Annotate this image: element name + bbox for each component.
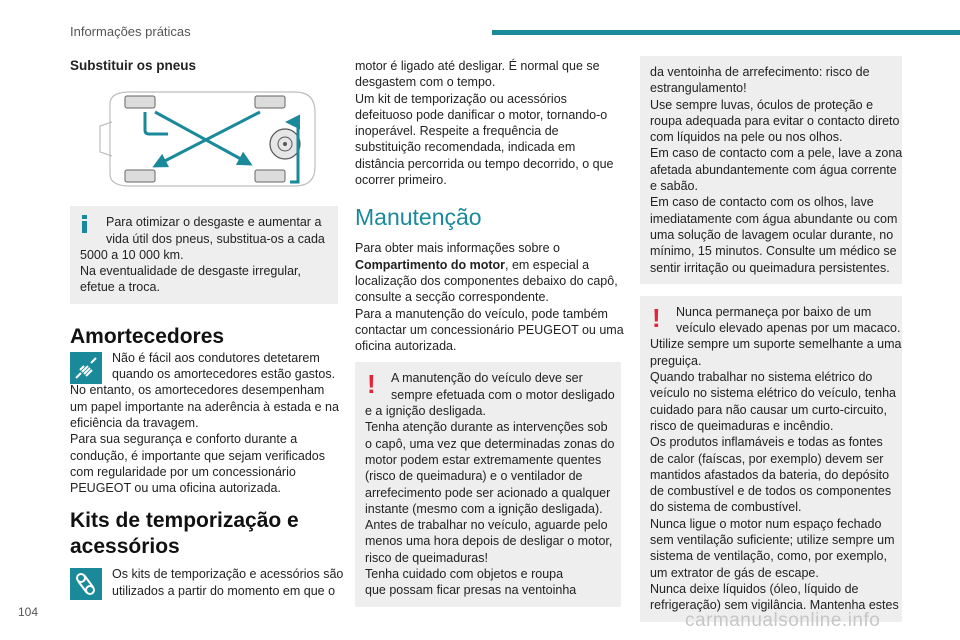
timing-kit-icon xyxy=(70,568,102,600)
shock-heading: Amortecedores xyxy=(70,324,225,348)
lift-warning-box: ! Nunca permaneça por baixo de um veículo elevado apenas por um macaco. Utilize sempre um suporte semelhante a uma preguiça. Quando trabalhar no sistema elétrico do veículo no sistema elétrico do veículo, tenha cuidado para não causar um curto-circuito, risco de queimaduras e incêndio. Os produtos inflamáveis e todas as fontes de calor (faíscas, por exemplo) devem ser mantidos afastados da bateria, do depósito de combustível e de todos os componentes do sistema de combustível. Nunca ligue o motor num espaço fechado sem ventilação suficiente; utilize sempre um sistema de ventilação, como, por exemplo, um extrator de gás de escape. Nunca deixe líquidos (óleo, líquido de refrigeração) sem vigilância. Mantenha estes xyxy=(640,296,902,622)
tyres-heading: Substituir os pneus xyxy=(70,58,197,73)
engine-compartment-ref: Compartimento do motor xyxy=(355,257,505,272)
page-number: 104 xyxy=(18,605,39,619)
shock-intro: Não é fácil aos condutores detetarem quando os amortecedores estão gastos. xyxy=(70,350,338,383)
warning-continued-box: da ventoinha de arrefecimento: risco de estrangulamento! Use sempre luvas, óculos de proteção e roupa adequada para evitar o contacto direto com líquidos na pele ou nos olhos. Em caso de contacto com a pele, lave a zona afetada abundantemente com água corrente e sabão. Em caso de contacto com os olhos, lave imediatamente com água abundante ou com uma solução de lavagem ocular durante, no mínimo, 15 minutos. Consulte um médico se sentir irritação ou queimadura persistentes. xyxy=(640,56,902,284)
kits-intro: Os kits de temporização e acessórios são utilizados a partir do momento em que o xyxy=(70,566,338,599)
section-title: Informações práticas xyxy=(70,24,191,39)
kits-heading: Kits de temporização e acessórios xyxy=(70,509,299,559)
watermark: carmanualsonline.info xyxy=(685,610,881,631)
header-accent-bar xyxy=(492,30,960,35)
shock-absorber-icon xyxy=(70,352,102,384)
tyres-info-box: Para otimizar o desgaste e aumentar a vida útil dos pneus, substitua-os a cada 5000 a 10 000 km. Na eventualidade de desgaste irregular, efetue a troca. xyxy=(70,206,338,303)
tyre-rotation-diagram xyxy=(70,82,338,192)
maintenance-heading: Manutenção xyxy=(355,204,482,231)
warning-icon: ! xyxy=(652,302,661,333)
column-left: Substituir os pneus Para otimizar o desgaste e aumentar a vida útil dos pneus, substitua-os a cada 5000 a 10 000 km. Na eventualidade de desgaste irregular, efetue a troca. Amortecedores Não é fácil aos condutores detetarem quando os amortecedores estão gastos. No entanto, os amortecedores desempenham um papel importante na aderência à estada e na eficiência da travagem. Para sua segurança e conforto durante a condução, é importante que sejam verificados com regularidade por um concessionário PEUGEOT ou uma oficina autorizada. Kits de temporização e acessórios Os kits de temporização e acessórios são utilizados a partir do momento em que o xyxy=(70,58,338,599)
maintenance-warning-box: ! A manutenção do veículo deve ser sempre efetuada com o motor desligado e a ignição desligada. Tenha atenção durante as intervenções sob o capô, uma vez que determinadas zonas do motor podem estar extremamente quentes (risco de queimadura) e o ventilador de arrefecimento pode ser acionado a qualquer instante (mesmo com a ignição desligada). Antes de trabalhar no veículo, aguarde pelo menos uma hora depois de desligar o motor, risco de queimaduras! Tenha cuidado com objetos e roupa que possam ficar presas na ventoinha xyxy=(355,362,621,606)
maintenance-intro: Para obter mais informações sobre o xyxy=(355,241,560,256)
column-middle: motor é ligado até desligar. É normal que se desgastem com o tempo. Um kit de temporização ou acessórios defeituoso pode danificar o motor, tornando-o inoperável. Respeite a frequência de substituição recomendada, indicada em distância percorrida ou tempo decorrido, o que ocorrer primeiro. Manutenção Para obter mais informações sobre o Compartimento do motor, em especial a localização dos componentes debaixo do capô, consulte a secção correspondente. Para a manutenção do veículo, pode também contactar um concessionário PEUGEOT ou uma oficina autorizada. ! A manutenção do veículo deve ser sempre efetuada com o motor desligado e a ignição desligada. Tenha atenção durante as intervenções sob o capô, uma vez que determinadas zonas do motor podem estar extremamente quentes (risco de queimadura) e o ventilador de arrefecimento pode ser acionado a qualquer instante (mesmo com a ignição desligada). Antes de trabalhar no veículo, aguarde pelo menos uma hora depois de desligar o motor, risco de queimaduras! Tenha cuidado com objetos e roupa que possam ficar presas na ventoinha xyxy=(355,58,621,607)
warning-icon: ! xyxy=(367,369,376,400)
info-icon xyxy=(82,215,87,233)
column-right xyxy=(640,56,902,622)
